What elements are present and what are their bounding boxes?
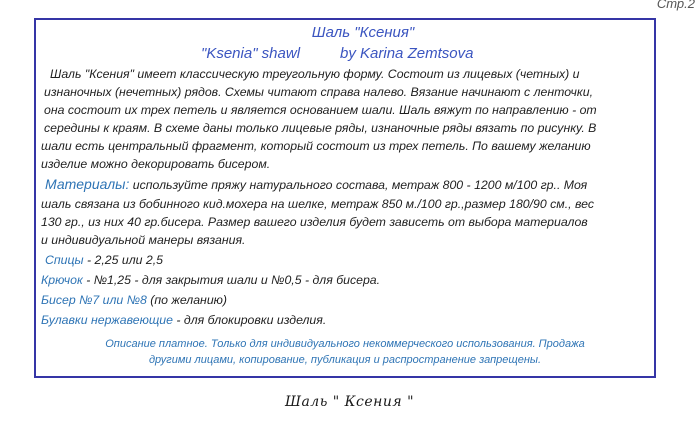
pins-value: - для блокировки изделия.	[172, 313, 327, 327]
materials-line	[45, 176, 587, 193]
hook-value: - №1,25 - для закрытия шали и №0,5 - для бисера.	[82, 273, 381, 287]
description-line: шали есть центральный фрагмент, который состоит из трех петель. По вашему желанию	[41, 139, 591, 153]
needles-label: Спицы	[45, 253, 84, 267]
needles-line	[45, 252, 163, 268]
pins-label: Булавки нержавеющие	[41, 313, 173, 327]
author-credit: by Karina Zemtsova	[340, 45, 474, 62]
materials-line: 130 гр., из них 40 гр.бисера. Размер вашего изделия будет зависеть от выбора материалов	[41, 215, 588, 229]
description-line: середины к краям. В схеме даны только лицевые ряды, изнаночные ряды вязать по рисунку. В	[44, 121, 597, 135]
description-line: изделие можно декорировать бисером.	[41, 157, 271, 171]
hook-line	[41, 272, 380, 288]
disclaimer-line: Описание платное. Только для индивидуального некоммерческого использования. Продажа	[105, 338, 585, 350]
pattern-info-box	[34, 18, 656, 378]
description-line: изнаночных (нечетных) рядов. Схемы читают справа налево. Вязание начинают с ленточки,	[44, 85, 593, 99]
description-line: она состоит их трех петель и является основанием шали. Шаль вяжут по направлению - от	[44, 103, 597, 117]
page-number-label: Стр.2	[656, 0, 695, 11]
disclaimer-line: другими лицами, копирование, публикация и распространение запрещены.	[148, 354, 542, 366]
hook-label: Крючок	[41, 273, 83, 287]
materials-line: и индивидуальной манеры вязания.	[41, 233, 246, 247]
title-russian: Шаль "Ксения"	[311, 24, 415, 41]
pins-line	[41, 312, 326, 328]
title-english: "Ksenia" shawl	[201, 45, 301, 62]
beads-label: Бисер №7 или №8	[41, 293, 147, 307]
beads-value: (по желанию)	[146, 293, 228, 307]
materials-label: Материалы:	[45, 176, 130, 192]
needles-value: - 2,25 или 2,5	[83, 253, 163, 267]
materials-line: шаль связана из бобинного кид.мохера на шелке, метраж 850 м./100 гр.,размер 180/90 см., вес	[41, 197, 594, 211]
beads-line	[41, 292, 227, 308]
footer-title: Шаль " Ксения "	[284, 394, 415, 410]
materials-text: используйте пряжу натурального состава, метраж 800 - 1200 м/100 гр.. Моя	[129, 178, 588, 192]
title-english-line	[201, 45, 473, 62]
description-line: Шаль "Ксения" имеет классическую треугольную форму. Состоит из лицевых (четных) и	[50, 67, 580, 81]
